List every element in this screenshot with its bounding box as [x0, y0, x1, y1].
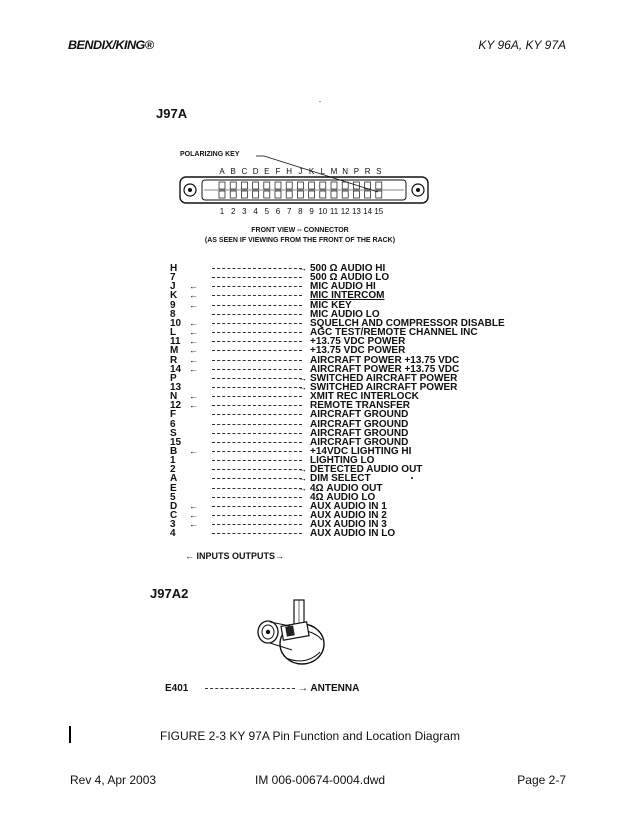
leader-line: [212, 497, 302, 498]
pin-function: +13.75 VDC POWER: [310, 345, 406, 357]
pin-function: AIRCRAFT POWER +13.75 VDC: [310, 363, 460, 375]
leader-line: [212, 332, 302, 333]
input-arrow: ←: [189, 510, 198, 521]
pin-id: E: [170, 482, 177, 494]
connector-pin-letter: K: [308, 167, 315, 176]
connector-contact-bottom: [331, 191, 337, 198]
leader-line: [212, 268, 302, 269]
input-arrow: ←: [189, 391, 198, 402]
leader-line: [212, 460, 302, 461]
connector-pin-letter: M: [330, 167, 338, 176]
input-arrow: ←: [189, 519, 198, 530]
revision-bar: [69, 726, 71, 743]
j97a-title: J97A: [156, 106, 188, 121]
leader-line: [212, 451, 302, 452]
connector-contact-top: [376, 182, 382, 189]
pin-id: 7: [170, 272, 176, 284]
leader-line: [212, 488, 302, 489]
front-view-label: FRONT VIEW -- CONNECTOR: [251, 227, 349, 234]
connector-pin-number: 6: [275, 207, 281, 216]
connector-pin-letter: H: [286, 167, 293, 176]
connector-pin-number: 11: [329, 207, 339, 216]
pin-id: M: [170, 345, 179, 357]
pin-function: 500 Ω AUDIO HI: [310, 263, 386, 274]
front-view-note: (AS SEEN IF VIEWING FROM THE FRONT OF THE RACK): [204, 237, 396, 244]
input-arrow: ←: [189, 400, 198, 411]
pin-function: REMOTE TRANSFER: [310, 400, 410, 412]
pin-id: 12: [170, 400, 182, 412]
pin-function: AUX AUDIO IN 1: [310, 500, 387, 512]
connector-pin-letter: A: [219, 167, 225, 176]
connector-pin-letter: S: [376, 167, 382, 176]
polarizing-key-label: POLARIZING KEY: [180, 151, 240, 158]
leader-line: [212, 414, 302, 415]
figure-caption: FIGURE 2-3 KY 97A Pin Function and Location Diagram: [160, 729, 460, 743]
pin-id: F: [170, 409, 177, 421]
antenna-function: [298, 683, 359, 694]
connector-contact-top: [230, 182, 236, 189]
connector-pin-number: 10: [318, 207, 328, 216]
connector-contact-top: [253, 182, 259, 189]
connector-contact-bottom: [230, 191, 236, 198]
connector-pin-number: 12: [340, 207, 350, 216]
input-arrow: ←: [189, 500, 198, 511]
leader-line: [212, 277, 302, 278]
pin-id: 14: [170, 363, 182, 375]
connector-contact-top: [275, 182, 281, 189]
leader-line: [212, 387, 302, 388]
pin-function: 4Ω AUDIO LO: [310, 491, 376, 503]
connector-pin-letter: D: [252, 167, 259, 176]
leader-line: [212, 314, 302, 315]
pin-function: MIC AUDIO HI: [310, 281, 376, 293]
leader-line: [212, 433, 302, 434]
input-arrow: ←: [189, 345, 198, 356]
connector-pin-letter: C: [241, 167, 248, 176]
connector-pin-number: 9: [309, 207, 314, 216]
pin-id: H: [170, 263, 178, 274]
pin-function: SWITCHED AIRCRAFT POWER: [310, 372, 458, 384]
pin-id: B: [170, 446, 178, 457]
pin-id: 10: [170, 317, 182, 329]
leader-line: [212, 396, 302, 397]
connector-contact-bottom: [275, 191, 281, 198]
connector-contact-top: [320, 182, 326, 189]
leader-line: [212, 360, 302, 361]
connector-diagram: [170, 150, 440, 220]
leader-line: [212, 442, 302, 443]
footer-page-number: Page 2-7: [517, 773, 566, 787]
leader-line: [212, 286, 302, 287]
input-arrow: ←: [189, 354, 198, 365]
connector-contact-top: [342, 182, 348, 189]
connector-contact-bottom: [286, 191, 292, 198]
pin-id: S: [170, 427, 177, 439]
leader-line: [212, 506, 302, 507]
scan-mark: [319, 101, 321, 102]
leader-line: [212, 378, 302, 379]
connector-pin-number: 13: [351, 207, 361, 216]
footer-document-id: IM 006-00674-0004.dwd: [255, 773, 386, 787]
connector-contact-bottom: [320, 191, 326, 198]
pin-function: SQUELCH AND COMPRESSOR DISABLE: [310, 317, 505, 329]
footer-revision: Rev 4, Apr 2003: [70, 773, 157, 787]
leader-line: [212, 323, 302, 324]
pin-id: 9: [170, 299, 176, 311]
leader-line: [212, 515, 302, 516]
input-arrow: ←: [189, 281, 198, 292]
leader-line: [212, 295, 302, 296]
output-arrow: →: [298, 683, 308, 694]
pin-function: MIC AUDIO LO: [310, 308, 380, 320]
pin-id: D: [170, 500, 178, 512]
bendix-king-logo: BENDIX/KING®: [67, 38, 154, 52]
connector-contact-bottom: [253, 191, 259, 198]
pin-id: K: [170, 290, 178, 302]
input-arrow: ←: [189, 363, 198, 374]
pin-id: 5: [170, 491, 176, 503]
pin-function: XMIT REC INTERLOCK: [310, 391, 419, 403]
leader-line: [212, 469, 302, 470]
pin-function: AUX AUDIO IN 2: [310, 510, 387, 522]
connector-pin-letter: E: [264, 167, 270, 176]
leader-line: [212, 369, 302, 370]
pin-function: 500 Ω AUDIO LO: [310, 272, 390, 284]
connector-contact-top: [219, 182, 225, 189]
leader-line: [212, 341, 302, 342]
output-arrow: →: [298, 473, 307, 484]
output-arrow: →: [298, 263, 307, 273]
pin-function: AIRCRAFT GROUND: [310, 436, 409, 448]
connector-contact-top: [331, 182, 337, 189]
pin-id: 4: [170, 528, 176, 540]
pin-function: 4Ω AUDIO OUT: [310, 482, 383, 494]
output-arrow: →: [298, 381, 307, 392]
connector-contact-bottom: [297, 191, 303, 198]
pin-function: SWITCHED AIRCRAFT POWER: [310, 381, 458, 393]
connector-contact-bottom: [264, 191, 270, 198]
leader-line: [212, 524, 302, 525]
connector-pin-number: 5: [264, 207, 270, 216]
pin-function: DETECTED AUDIO OUT: [310, 464, 423, 476]
connector-contact-top: [309, 182, 315, 189]
connector-pin-number: 8: [298, 207, 303, 216]
connector-pin-letter: R: [364, 167, 371, 176]
connector-contact-top: [241, 182, 247, 189]
pin-id: 6: [170, 418, 176, 430]
pin-function: MIC INTERCOM: [310, 290, 385, 302]
pin-function: AIRCRAFT GROUND: [310, 409, 409, 421]
pin-function: AUX AUDIO IN LO: [310, 528, 396, 540]
coax-connector-drawing: [250, 598, 330, 674]
connector-pin-number: 7: [286, 207, 292, 216]
pin-function: +13.75 VDC POWER: [310, 336, 406, 348]
input-arrow: ←: [189, 317, 198, 328]
connector-pin-letter: B: [230, 167, 236, 176]
scan-mark: [411, 477, 413, 479]
leader-line: [212, 350, 302, 351]
input-arrow: ←: [189, 299, 198, 310]
pin-function: AIRCRAFT GROUND: [310, 427, 409, 439]
connector-contact-bottom: [241, 191, 247, 198]
connector-pin-number: 1: [219, 207, 225, 216]
pin-id: C: [170, 510, 178, 522]
pin-function: AUX AUDIO IN 3: [310, 519, 387, 531]
pin-id: L: [170, 327, 177, 339]
pin-id: P: [170, 372, 177, 384]
connector-contact-bottom: [219, 191, 225, 198]
connector-contact-top: [286, 182, 292, 189]
inputs-outputs-legend: ← INPUTS OUTPUTS→: [185, 551, 285, 561]
connector-contact-bottom: [309, 191, 315, 198]
pin-id: 3: [170, 519, 176, 531]
pin-function: MIC KEY: [310, 299, 352, 311]
e401-leader-line: [205, 688, 295, 689]
connector-pin-number: 15: [374, 207, 384, 216]
input-arrow: ←: [189, 336, 198, 347]
pin-id: 13: [170, 381, 182, 393]
pin-id: J: [170, 281, 176, 293]
pin-id: N: [170, 391, 178, 403]
connector-pin-number: 14: [363, 207, 373, 216]
pin-function: +14VDC LIGHTING HI: [310, 446, 412, 457]
pin-function: DIM SELECT: [310, 473, 371, 485]
connector-pin-letter: P: [353, 167, 360, 176]
pin-function: LIGHTING LO: [310, 455, 375, 467]
leader-line: [212, 478, 302, 479]
input-arrow: ←: [189, 290, 198, 301]
pin-id: R: [170, 354, 178, 366]
output-arrow: →: [298, 482, 307, 493]
pin-function: AIRCRAFT GROUND: [310, 418, 409, 430]
pin-function: AGC TEST/REMOTE CHANNEL INC: [310, 327, 478, 339]
connector-contact-top: [264, 182, 270, 189]
header-model: KY 96A, KY 97A: [478, 38, 566, 52]
connector-pin-letter: J: [298, 167, 303, 176]
leader-line: [212, 533, 302, 534]
output-arrow: →: [298, 464, 307, 475]
j97a2-title: J97A2: [150, 586, 189, 601]
input-arrow: ←: [189, 327, 198, 338]
pin-function: AIRCRAFT POWER +13.75 VDC: [310, 354, 460, 366]
connector-contact-top: [297, 182, 303, 189]
connector-contact-bottom: [365, 191, 371, 198]
leader-line: [212, 405, 302, 406]
input-arrow: ←: [189, 446, 198, 456]
connector-contact-bottom: [342, 191, 348, 198]
connector-pin-number: 2: [230, 207, 236, 216]
pin-id: 8: [170, 308, 176, 320]
connector-pin-letter: N: [342, 167, 349, 176]
pin-id: 11: [170, 336, 181, 348]
connector-pin-letter: F: [275, 167, 281, 176]
connector-contact-bottom: [353, 191, 359, 198]
pin-id: A: [170, 473, 178, 485]
leader-line: [212, 305, 302, 306]
connector-pin-number: 3: [242, 207, 247, 216]
e401-pin-label: E401: [165, 683, 189, 694]
connector-pin-number: 4: [253, 207, 258, 216]
pin-id: 2: [170, 464, 176, 476]
connector-contact-bottom: [376, 191, 382, 198]
leader-line: [212, 424, 302, 425]
pin-id: 15: [170, 436, 182, 448]
pin-id: 1: [170, 455, 176, 467]
output-arrow: →: [298, 372, 307, 383]
antenna-label: ANTENNA: [310, 683, 360, 694]
connector-pin-letter: L: [320, 167, 326, 176]
